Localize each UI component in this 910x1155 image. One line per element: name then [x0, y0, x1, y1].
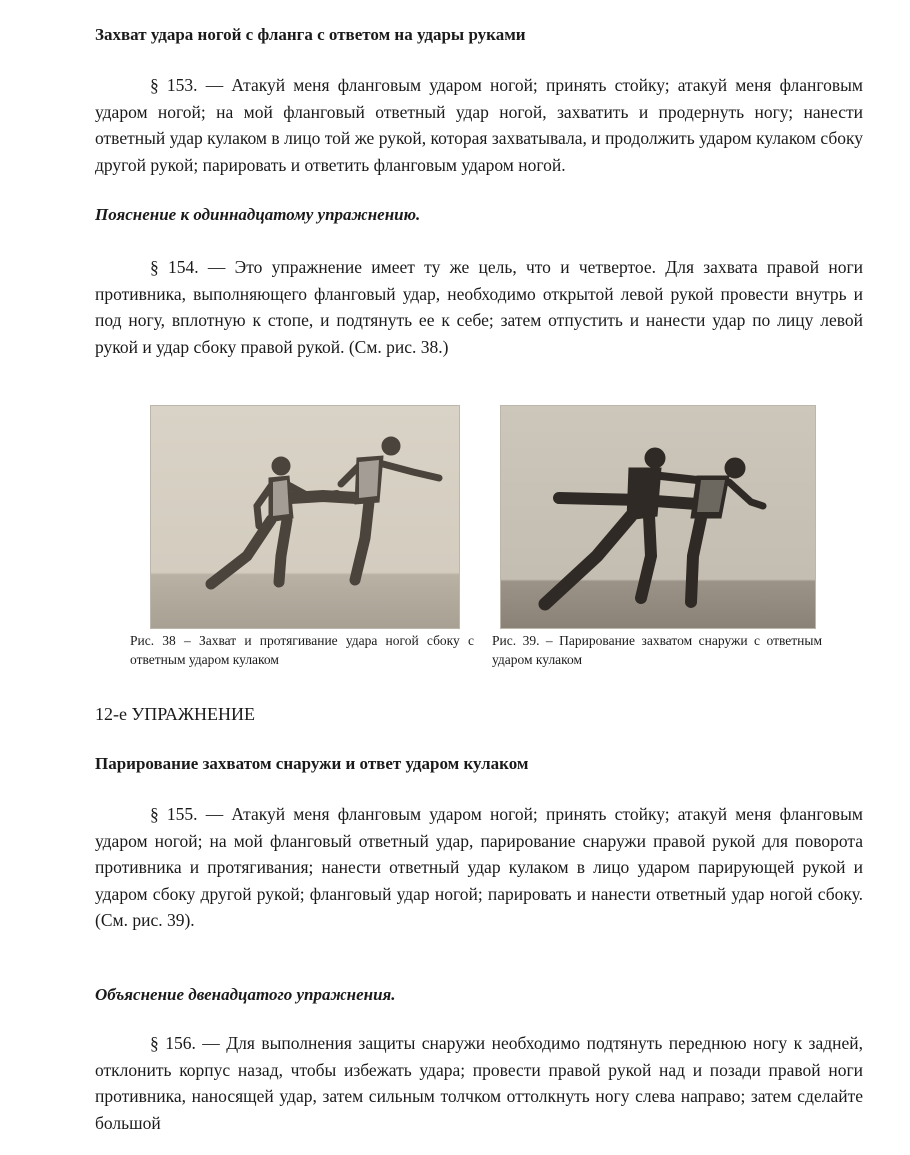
- paragraph-154: § 154. — Это упражнение имеет ту же цель, что и четвертое. Для захвата правой ноги противника, выполняющего фланговый удар, необходимо открытой левой рукой провести внутрь и под ногу, вплотную к стопе, и подтянуть ее к себе; затем отпустить и нанести удар по лицу левой рукой и удар сбоку правой рукой. (См. рис. 38.): [95, 257, 863, 357]
- exercise-11-heading: Захват удара ногой с фланга с ответом на удары руками: [95, 25, 526, 44]
- exercise-12-heading: Парирование захватом снаружи и ответ ударом кулаком: [95, 754, 529, 773]
- paragraph-153: § 153. — Атакуй меня фланговым ударом ногой; принять стойку; атакуй меня фланговым ударом ногой; на мой фланговый ответный удар ногой, захватить и продернуть ногу; нанести ответный удар кулаком в лицо той же рукой, которая захватывала, и продолжить ударом кулаком сбоку другой рукой; парировать и ответить фланговым ударом ногой.: [95, 75, 863, 175]
- exercise-12-label: 12-е УПРАЖНЕНИЕ: [95, 704, 256, 724]
- explanation-12-subheading: Объяснение двенадцатого упражнения.: [95, 985, 396, 1004]
- paragraph-155: § 155. — Атакуй меня фланговым ударом ногой; принять стойку; атакуй меня фланговым ударом ногой; на мой фланговый ответный удар, парирование снаружи правой рукой для поворота противника и протягивания; нанести ответный удар кулаком в лицо ударом парирующей рукой и ударом сбоку другой рукой; фланговый удар ногой; парировать и нанести ответный удар ногой сбоку. (См. рис. 39).: [95, 804, 863, 930]
- figure-39-photo: [500, 405, 816, 629]
- figure-38-caption: Рис. 38 – Захват и протягивание удара ногой сбоку с ответным ударом кулаком: [130, 633, 474, 667]
- explanation-11-subheading: Пояснение к одиннадцатому упражнению.: [95, 205, 421, 224]
- figure-39-caption: Рис. 39. – Парирование захватом снаружи с ответным ударом кулаком: [492, 633, 822, 667]
- figure-38-photo: [150, 405, 460, 629]
- paragraph-156: § 156. — Для выполнения защиты снаружи необходимо подтянуть переднюю ногу к задней, отклонить корпус назад, чтобы избежать удара; провести правой рукой над и позади правой ноги противника, наносящей удар, затем сильным толчком оттолкнуть ногу слева направо; затем сделайте большой: [95, 1033, 863, 1133]
